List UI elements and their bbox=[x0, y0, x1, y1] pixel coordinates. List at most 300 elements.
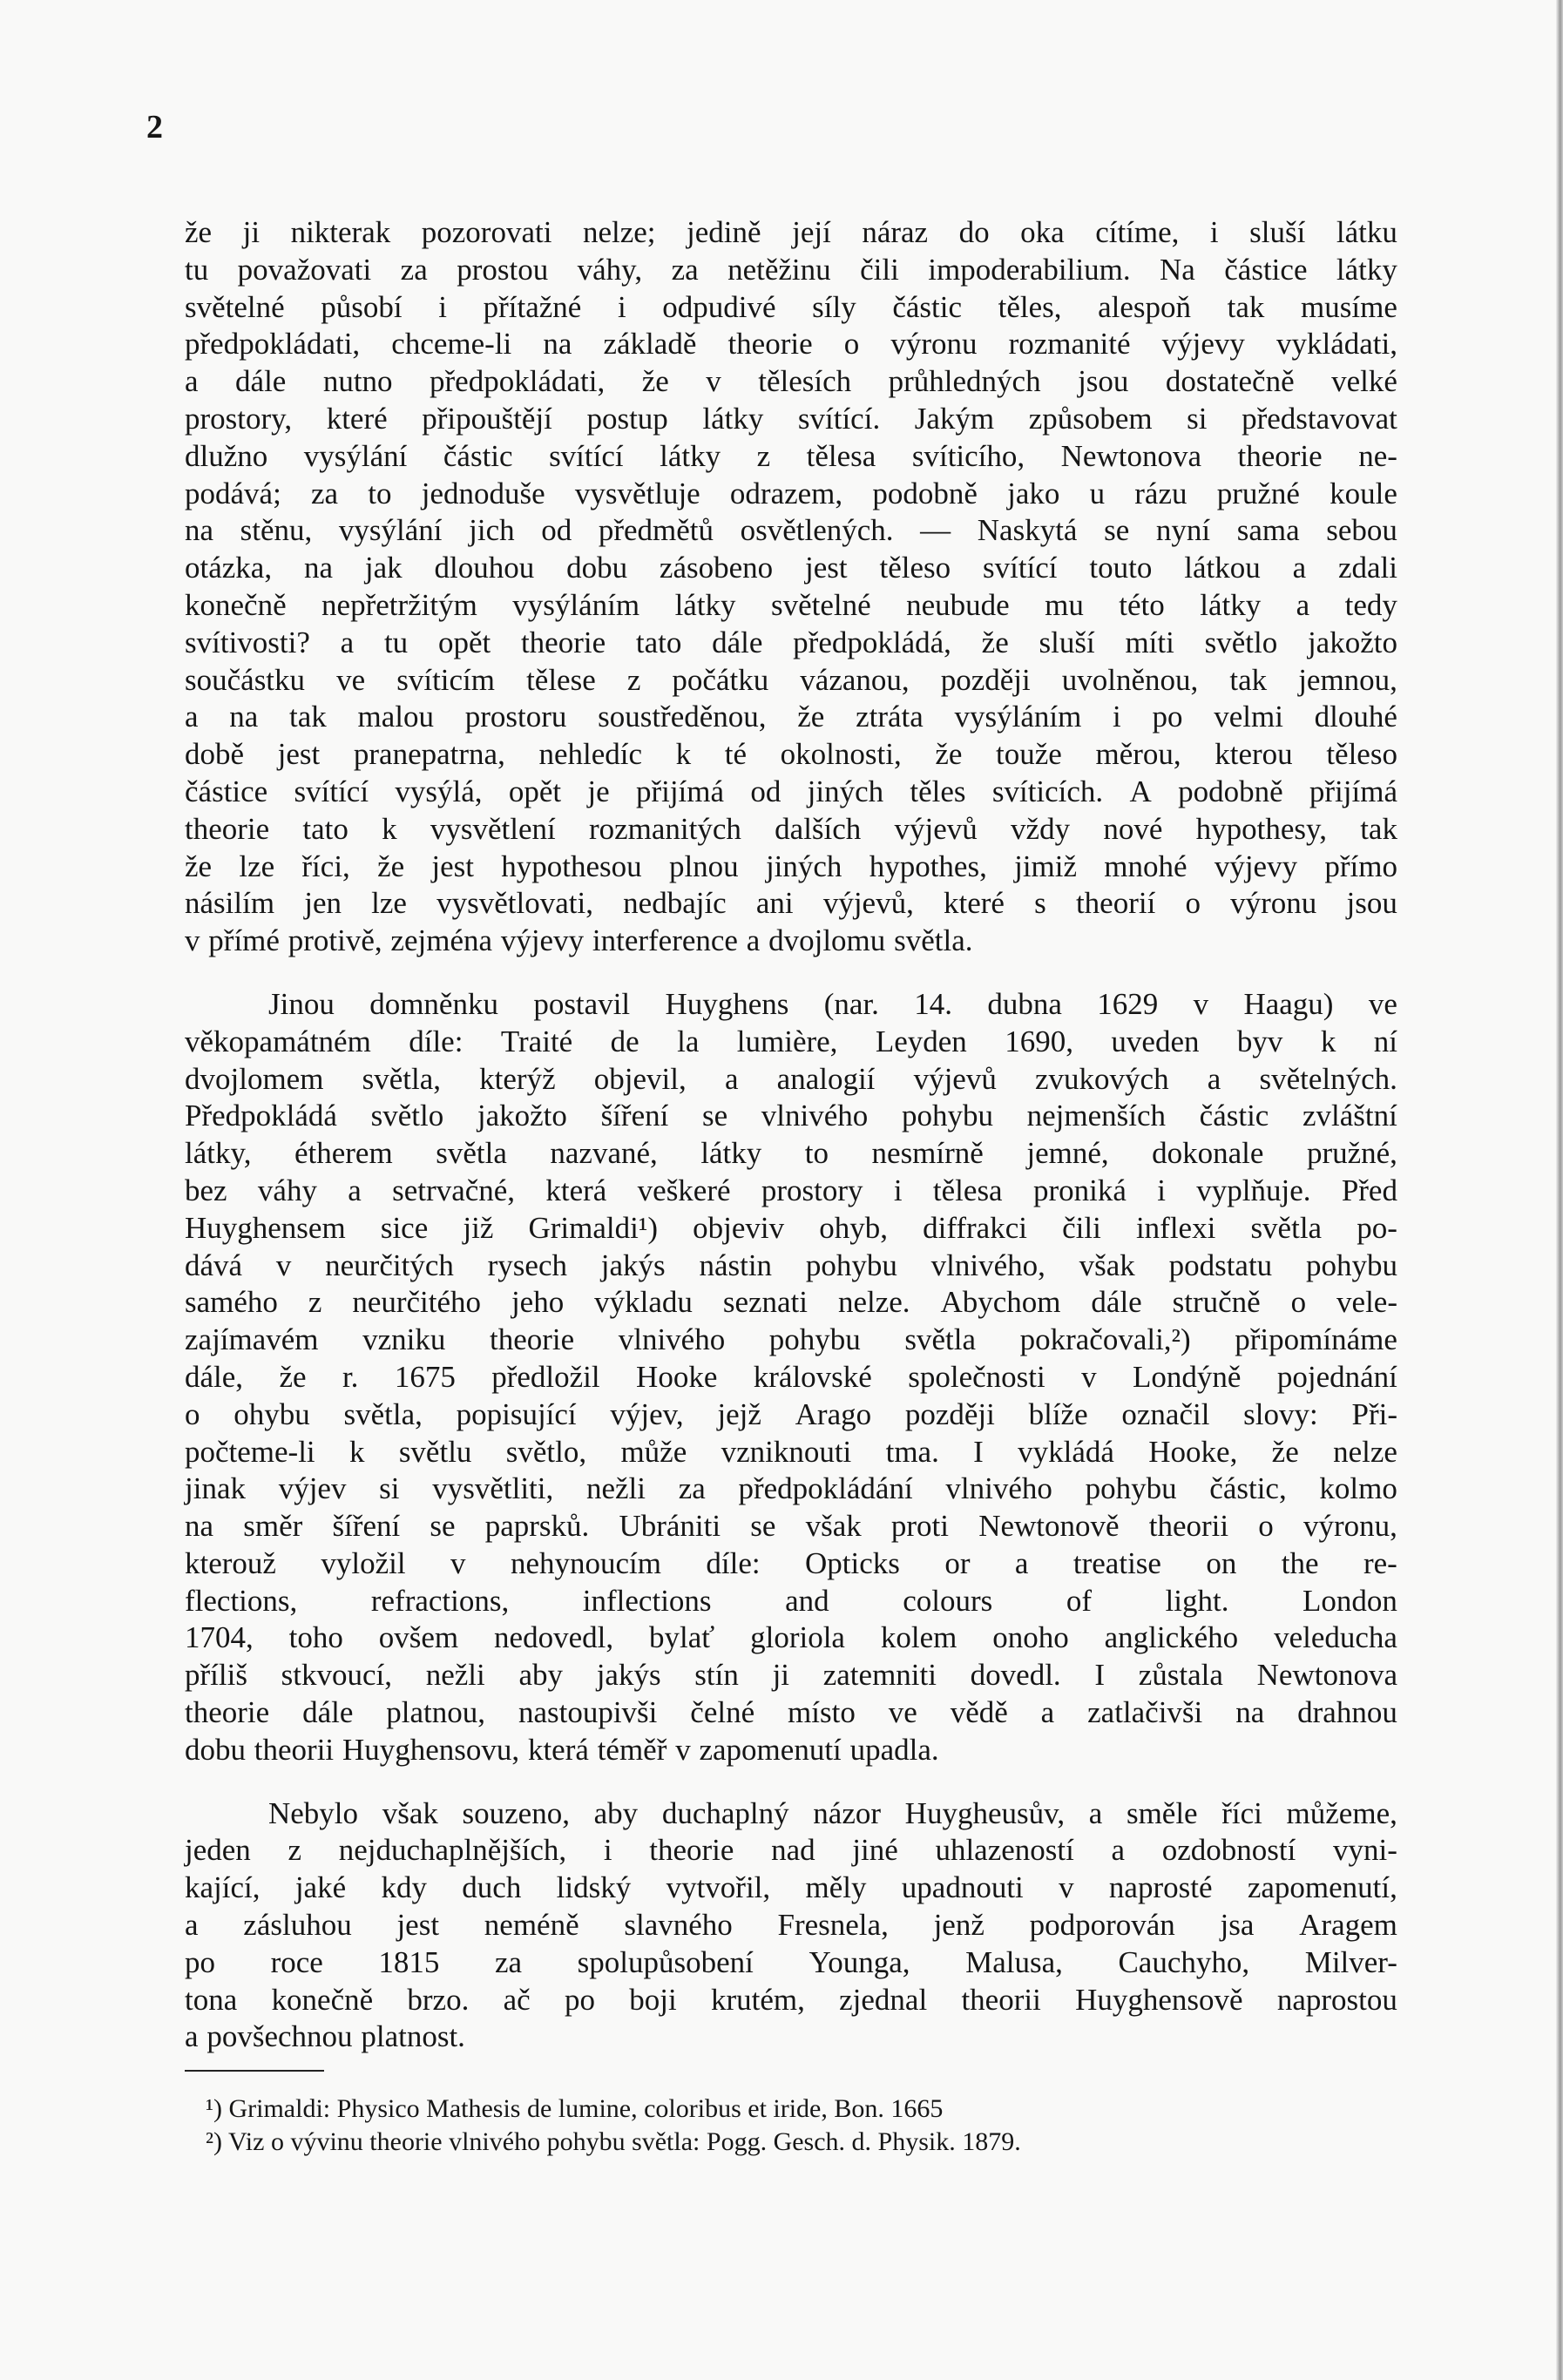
word: jedině bbox=[687, 215, 761, 249]
word: theorii bbox=[1148, 1509, 1229, 1544]
word: jakýs bbox=[596, 1658, 661, 1693]
word: o bbox=[1290, 1285, 1307, 1320]
word: přímé bbox=[208, 923, 280, 958]
word: uvolněnou, bbox=[1061, 662, 1199, 697]
word: dále bbox=[1091, 1285, 1142, 1320]
word: na bbox=[185, 513, 214, 548]
text-line bbox=[185, 1832, 1397, 1870]
word: jest bbox=[396, 1908, 440, 1943]
word: a bbox=[746, 923, 761, 958]
word: na bbox=[185, 1509, 214, 1544]
word: kterýž bbox=[479, 1061, 556, 1096]
text-line bbox=[185, 1173, 1397, 1210]
word: Opticks bbox=[805, 1545, 900, 1580]
word: považovati bbox=[237, 252, 372, 287]
word: zapomenutí, bbox=[1247, 1870, 1397, 1905]
paragraph bbox=[185, 1795, 1397, 2057]
word: z bbox=[288, 1833, 302, 1868]
word: lumière, bbox=[736, 1024, 838, 1058]
word: předpokládání bbox=[738, 1471, 913, 1506]
word: zůstala bbox=[1138, 1658, 1223, 1693]
word: seznati bbox=[722, 1285, 809, 1320]
word: z bbox=[308, 1285, 322, 1320]
word: za bbox=[678, 1471, 706, 1506]
word: soustředěnou, bbox=[598, 700, 767, 734]
word: Ubrániti bbox=[619, 1509, 721, 1544]
word: theorie bbox=[489, 1322, 575, 1357]
word: a bbox=[185, 2019, 199, 2054]
word: násilím bbox=[185, 886, 275, 921]
word: tělese bbox=[526, 662, 596, 697]
word: za bbox=[400, 252, 428, 287]
word: zatlačivši bbox=[1087, 1695, 1203, 1730]
word: ohybu bbox=[233, 1396, 310, 1431]
word: nelze. bbox=[837, 1285, 910, 1320]
word: Aragem bbox=[1299, 1908, 1397, 1943]
word: světlo bbox=[370, 1099, 444, 1133]
word: stkvoucí, bbox=[281, 1658, 393, 1693]
word: o bbox=[1185, 886, 1201, 921]
word: vysýlá, bbox=[395, 774, 483, 808]
word: mu bbox=[1045, 587, 1084, 622]
word: předmětů bbox=[598, 513, 714, 548]
word: inflections bbox=[582, 1583, 712, 1618]
word: vele- bbox=[1336, 1285, 1397, 1320]
word: jakýs bbox=[600, 1247, 666, 1282]
word: že bbox=[935, 737, 963, 772]
word: vždy bbox=[1011, 811, 1071, 846]
text-line bbox=[185, 1795, 1397, 1833]
word: stručně bbox=[1172, 1285, 1261, 1320]
text-line bbox=[185, 1024, 1397, 1061]
word: vytvořil, bbox=[666, 1870, 771, 1905]
word: protivě, bbox=[288, 923, 382, 958]
word: v bbox=[1193, 986, 1209, 1021]
word: theorie bbox=[185, 1695, 270, 1730]
word: jakožto bbox=[477, 1099, 567, 1133]
word: díle: bbox=[706, 1545, 761, 1580]
word: zajímavém bbox=[185, 1322, 319, 1357]
word: alespoň bbox=[1098, 289, 1192, 324]
word: oka bbox=[1020, 215, 1065, 249]
word: okolnosti, bbox=[780, 737, 902, 772]
word: nástin bbox=[699, 1247, 773, 1282]
word: rozmanitých bbox=[588, 811, 741, 846]
word: I bbox=[973, 1434, 984, 1469]
word: nedbajíc bbox=[623, 886, 727, 921]
word: lze bbox=[239, 849, 275, 883]
word: působí bbox=[321, 289, 403, 324]
word: nutno bbox=[322, 364, 393, 399]
word: koule bbox=[1330, 476, 1397, 510]
word: přímo bbox=[1324, 849, 1397, 883]
word: však bbox=[382, 1795, 438, 1830]
word: vlnivého bbox=[945, 1471, 1052, 1506]
word: Huyghensovu, bbox=[342, 1732, 520, 1767]
word: i bbox=[1157, 1173, 1166, 1207]
word: předpokládá, bbox=[793, 625, 951, 659]
word: za bbox=[494, 1944, 523, 1979]
word: Nebylo bbox=[268, 1795, 359, 1830]
word: světlu bbox=[398, 1434, 472, 1469]
word: theorie bbox=[727, 327, 813, 362]
word: těles, bbox=[998, 289, 1062, 324]
word: brzo. bbox=[407, 1982, 470, 2017]
word: vyni- bbox=[1333, 1833, 1397, 1868]
word: zjednal bbox=[839, 1982, 928, 2017]
page-number: 2 bbox=[146, 109, 163, 145]
text-line bbox=[185, 662, 1397, 700]
word: cítíme, bbox=[1095, 215, 1180, 249]
word: aby bbox=[593, 1795, 639, 1830]
text-line bbox=[185, 1944, 1397, 1982]
word: nelze; bbox=[582, 215, 656, 249]
word: odpudivé bbox=[662, 289, 776, 324]
word: počátku bbox=[672, 662, 769, 697]
word: tedy bbox=[1344, 587, 1397, 622]
word: Naskytá bbox=[977, 513, 1078, 548]
word: i bbox=[438, 289, 447, 324]
word: vysýlání bbox=[338, 513, 443, 548]
word: ozdobností bbox=[1161, 1833, 1296, 1868]
word: jsa bbox=[1220, 1908, 1255, 1943]
word: zvukových bbox=[1035, 1061, 1169, 1096]
word: které bbox=[944, 886, 1005, 921]
text-line bbox=[185, 1396, 1397, 1434]
word: a bbox=[724, 1061, 739, 1096]
word: neubude bbox=[906, 587, 1010, 622]
word: odrazem, bbox=[729, 476, 843, 510]
word: tato bbox=[635, 625, 682, 659]
text-line bbox=[185, 326, 1397, 363]
word: or bbox=[944, 1545, 971, 1580]
word: kterou bbox=[1215, 737, 1293, 772]
word: jeden bbox=[185, 1833, 251, 1868]
word: pohybu bbox=[805, 1247, 897, 1282]
word: jemnou, bbox=[1298, 662, 1397, 697]
word: uveden bbox=[1111, 1024, 1200, 1058]
word: Huyghensově bbox=[1075, 1982, 1243, 2017]
footnotes bbox=[206, 2093, 1021, 2159]
word: době bbox=[185, 737, 245, 772]
word: a bbox=[1111, 1833, 1126, 1868]
word: přítažné bbox=[483, 289, 582, 324]
word: opět bbox=[437, 625, 491, 659]
word: objeviv bbox=[693, 1210, 785, 1245]
word: za bbox=[311, 476, 339, 510]
word: Při- bbox=[1351, 1396, 1397, 1431]
word: jako bbox=[1007, 476, 1060, 510]
word: sebou bbox=[1326, 513, 1397, 548]
word: Huygheusův, bbox=[904, 1795, 1066, 1830]
word: v bbox=[275, 1247, 292, 1282]
word: vysvětluje bbox=[574, 476, 700, 510]
word: Hooke bbox=[636, 1359, 718, 1394]
word: Grimaldi¹) bbox=[528, 1210, 658, 1245]
word: podává; bbox=[185, 476, 281, 510]
word: z bbox=[626, 662, 641, 697]
word: boji bbox=[629, 1982, 677, 2017]
word: světla bbox=[436, 1136, 507, 1171]
word: gloriola bbox=[750, 1620, 845, 1655]
word: dlouhou bbox=[434, 551, 535, 585]
word: vědě bbox=[950, 1695, 1008, 1730]
word: náraz bbox=[862, 215, 929, 249]
text-line bbox=[185, 1907, 1397, 1944]
word: látku bbox=[1336, 215, 1397, 249]
word: výronu bbox=[1230, 886, 1317, 921]
word: rázu bbox=[1134, 476, 1187, 510]
word: ní bbox=[1373, 1024, 1397, 1058]
word: výjevů bbox=[913, 1061, 997, 1096]
word: látky bbox=[702, 401, 764, 436]
word: tu bbox=[185, 252, 209, 287]
word: vysýlání bbox=[303, 438, 408, 473]
word: světelných. bbox=[1259, 1061, 1397, 1096]
word: I bbox=[1094, 1658, 1106, 1693]
text-line bbox=[185, 214, 1397, 252]
word: jeho bbox=[511, 1285, 565, 1320]
word: směle bbox=[1126, 1795, 1198, 1830]
word: však bbox=[805, 1509, 862, 1544]
word: Leyden bbox=[875, 1024, 967, 1058]
word: opět bbox=[508, 774, 562, 808]
word: hypothes, bbox=[869, 849, 987, 883]
word: platnou, bbox=[386, 1695, 486, 1730]
word: podporován bbox=[1029, 1908, 1175, 1943]
word: tak bbox=[1227, 289, 1265, 324]
word: součástku bbox=[185, 662, 306, 697]
word: 1675 bbox=[394, 1359, 456, 1394]
word: velké bbox=[1331, 364, 1397, 399]
word: objevil, bbox=[593, 1061, 687, 1096]
word: ač bbox=[503, 1982, 531, 2017]
word: roce bbox=[270, 1944, 323, 1979]
word: kající, bbox=[185, 1870, 260, 1905]
word: jaké bbox=[294, 1870, 347, 1905]
word: dubna bbox=[987, 986, 1062, 1021]
word: věkopamátném bbox=[185, 1024, 371, 1058]
word: de bbox=[610, 1024, 639, 1058]
word: té bbox=[724, 737, 748, 772]
word: Arago bbox=[795, 1396, 872, 1431]
word: povšechnou bbox=[206, 2019, 353, 2054]
word: průhledných bbox=[888, 364, 1041, 399]
word: theorii bbox=[961, 1982, 1041, 2017]
word: dobu bbox=[566, 551, 628, 585]
word: hypothesy, bbox=[1195, 811, 1327, 846]
word: i bbox=[617, 289, 626, 324]
word: ve bbox=[888, 1695, 917, 1730]
word: těleso bbox=[879, 551, 951, 585]
word: nelze bbox=[1333, 1434, 1397, 1469]
word: A bbox=[1129, 774, 1152, 808]
word: říci bbox=[1221, 1795, 1262, 1830]
word: že bbox=[185, 849, 213, 883]
word: vyložil bbox=[321, 1545, 406, 1580]
word: o bbox=[843, 327, 860, 362]
word: jiných bbox=[807, 774, 884, 808]
word: částic bbox=[1199, 1099, 1269, 1133]
word: která bbox=[527, 1732, 589, 1767]
text-line bbox=[185, 1135, 1397, 1173]
word: předpokládati, bbox=[430, 364, 606, 399]
word: světlo bbox=[1204, 625, 1278, 659]
text-line bbox=[185, 1359, 1397, 1396]
word: sluší bbox=[1039, 625, 1095, 659]
word: of bbox=[1066, 1583, 1092, 1618]
word: vzniknouti bbox=[721, 1434, 852, 1469]
word: treatise bbox=[1072, 1545, 1161, 1580]
text-line bbox=[185, 1545, 1397, 1583]
word: veleducha bbox=[1274, 1620, 1397, 1655]
word: pohybu bbox=[901, 1099, 993, 1133]
word: světlo, bbox=[505, 1434, 587, 1469]
text-line bbox=[185, 476, 1397, 513]
word: veškeré bbox=[637, 1173, 731, 1207]
word: nepřetržitým bbox=[321, 587, 477, 622]
word: Newtonova bbox=[1060, 438, 1202, 473]
text-line bbox=[185, 1322, 1397, 1359]
word: nad bbox=[771, 1833, 815, 1868]
word: již bbox=[463, 1210, 494, 1245]
word: a bbox=[1292, 551, 1307, 585]
word: připomínáme bbox=[1235, 1322, 1397, 1357]
word: naprostou bbox=[1276, 1982, 1397, 2017]
word: může bbox=[620, 1434, 687, 1469]
word: nedovedl, bbox=[494, 1620, 614, 1655]
word: látkou bbox=[1184, 551, 1261, 585]
word: i bbox=[603, 1833, 612, 1868]
word: světelné bbox=[770, 587, 871, 622]
word: sice bbox=[380, 1210, 429, 1245]
scan-edge bbox=[1556, 0, 1563, 2380]
word: zapomenutí bbox=[699, 1732, 842, 1767]
word: a bbox=[1207, 1061, 1221, 1096]
word: netěžinu bbox=[727, 252, 831, 287]
word: dovedl. bbox=[970, 1658, 1061, 1693]
word: výronu bbox=[890, 327, 978, 362]
word: výkladu bbox=[594, 1285, 693, 1320]
word: podobně bbox=[872, 476, 978, 510]
word: a bbox=[185, 364, 199, 399]
word: však bbox=[1079, 1247, 1135, 1282]
word: k bbox=[348, 1434, 365, 1469]
word: i bbox=[1209, 215, 1219, 249]
word: 1815 bbox=[378, 1944, 440, 1979]
word: nejduchaplnějších, bbox=[338, 1833, 567, 1868]
word: částic, bbox=[1209, 1471, 1287, 1506]
text-line bbox=[185, 625, 1397, 662]
word: míti bbox=[1125, 625, 1174, 659]
word: k bbox=[675, 737, 692, 772]
text-line bbox=[185, 587, 1397, 625]
word: dlužno bbox=[185, 438, 268, 473]
word: dvojlomem bbox=[185, 1061, 324, 1096]
word: zvláštní bbox=[1302, 1099, 1397, 1133]
word: upadla. bbox=[849, 1732, 939, 1767]
word: výronu, bbox=[1302, 1509, 1397, 1544]
word: Předpokládá bbox=[185, 1099, 337, 1133]
word: přijímá bbox=[635, 774, 725, 808]
word: theorií bbox=[1075, 886, 1156, 921]
word: a bbox=[1040, 1695, 1055, 1730]
word: že bbox=[279, 1359, 307, 1394]
word: étherem bbox=[294, 1136, 393, 1171]
word: plnou bbox=[668, 849, 739, 883]
word: ve bbox=[336, 662, 366, 697]
word: že bbox=[641, 364, 669, 399]
footnote-divider bbox=[185, 2070, 324, 2072]
word: kolem bbox=[880, 1620, 957, 1655]
word: zdali bbox=[1337, 551, 1397, 585]
word: pohybu bbox=[1305, 1247, 1397, 1282]
word: ohyb, bbox=[819, 1210, 888, 1245]
word: která bbox=[545, 1173, 607, 1207]
word: samého bbox=[185, 1285, 278, 1320]
word: jednoduše bbox=[421, 476, 545, 510]
word: 1704, bbox=[185, 1620, 254, 1655]
word: jak bbox=[364, 551, 403, 585]
word: světelné bbox=[185, 289, 285, 324]
text-line bbox=[185, 736, 1397, 774]
word: látky bbox=[1336, 252, 1397, 287]
word: po bbox=[1152, 700, 1183, 734]
word: vlnivého, bbox=[930, 1247, 1045, 1282]
text-line bbox=[185, 1434, 1397, 1471]
word: Abychom bbox=[940, 1285, 1061, 1320]
word: šíření bbox=[332, 1509, 401, 1544]
word: a bbox=[348, 1173, 362, 1207]
word: r. bbox=[342, 1359, 359, 1394]
word: pranepatrna, bbox=[353, 737, 505, 772]
word: nesmírně bbox=[871, 1136, 984, 1171]
word: světla. bbox=[894, 923, 973, 958]
word: Londýně bbox=[1133, 1359, 1242, 1394]
word: vysvětliti, bbox=[432, 1471, 554, 1506]
word: jsou bbox=[1346, 886, 1397, 921]
paragraph bbox=[185, 214, 1397, 960]
word: nehledíc bbox=[538, 737, 643, 772]
word: upadnouti bbox=[901, 1870, 1024, 1905]
word: Traité bbox=[500, 1024, 573, 1058]
word: zatemniti bbox=[822, 1658, 937, 1693]
word: po- bbox=[1357, 1210, 1397, 1245]
word: z bbox=[756, 438, 771, 473]
word: od bbox=[541, 513, 572, 548]
word: se bbox=[701, 1099, 728, 1133]
word: Huyghensem bbox=[185, 1210, 346, 1245]
word: Younga, bbox=[809, 1944, 910, 1979]
word: jinak bbox=[185, 1471, 246, 1506]
word: pohybu bbox=[1085, 1471, 1177, 1506]
word: že bbox=[797, 700, 825, 734]
word: toho bbox=[288, 1620, 343, 1655]
word: tona bbox=[185, 1982, 238, 2017]
word: částic bbox=[443, 438, 513, 473]
word: měrou, bbox=[1095, 737, 1181, 772]
word: kdy bbox=[381, 1870, 427, 1905]
word: to bbox=[368, 476, 392, 510]
word: nežli bbox=[585, 1471, 646, 1506]
word: the bbox=[1281, 1545, 1319, 1580]
word: svítící bbox=[982, 551, 1058, 585]
word: látky bbox=[1200, 587, 1262, 622]
text-line bbox=[185, 1471, 1397, 1508]
word: zejména bbox=[390, 923, 493, 958]
word: otázka, bbox=[185, 551, 273, 585]
word: výjevů bbox=[894, 811, 978, 846]
